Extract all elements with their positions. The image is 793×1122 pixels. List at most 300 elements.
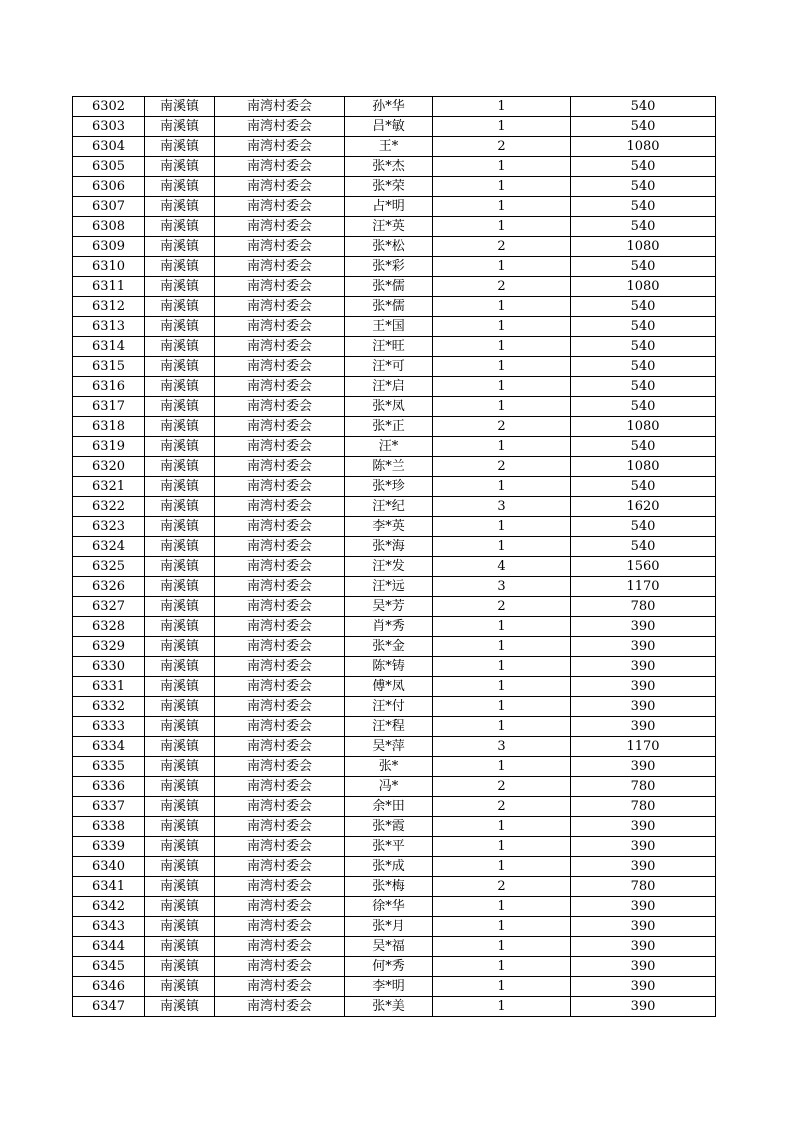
amount-cell: 540 bbox=[571, 437, 716, 457]
village-committee-cell: 南湾村委会 bbox=[215, 417, 345, 437]
amount-cell: 540 bbox=[571, 357, 716, 377]
table-row bbox=[73, 377, 716, 397]
town-cell: 南溪镇 bbox=[145, 657, 215, 677]
town-cell: 南溪镇 bbox=[145, 937, 215, 957]
table-row bbox=[73, 637, 716, 657]
village-committee-cell: 南湾村委会 bbox=[215, 137, 345, 157]
serial-number-cell: 6333 bbox=[73, 717, 145, 737]
village-committee-cell: 南湾村委会 bbox=[215, 177, 345, 197]
table-row bbox=[73, 877, 716, 897]
count-cell: 1 bbox=[433, 897, 571, 917]
count-cell: 1 bbox=[433, 117, 571, 137]
serial-number-cell: 6307 bbox=[73, 197, 145, 217]
name-cell: 占*明 bbox=[345, 197, 433, 217]
amount-cell: 390 bbox=[571, 897, 716, 917]
town-cell: 南溪镇 bbox=[145, 357, 215, 377]
serial-number-cell: 6305 bbox=[73, 157, 145, 177]
count-cell: 1 bbox=[433, 937, 571, 957]
serial-number-cell: 6334 bbox=[73, 737, 145, 757]
village-committee-cell: 南湾村委会 bbox=[215, 197, 345, 217]
name-cell: 汪*可 bbox=[345, 357, 433, 377]
village-committee-cell: 南湾村委会 bbox=[215, 537, 345, 557]
town-cell: 南溪镇 bbox=[145, 697, 215, 717]
name-cell: 吴*萍 bbox=[345, 737, 433, 757]
count-cell: 2 bbox=[433, 237, 571, 257]
serial-number-cell: 6303 bbox=[73, 117, 145, 137]
name-cell: 张*儒 bbox=[345, 277, 433, 297]
town-cell: 南溪镇 bbox=[145, 97, 215, 117]
town-cell: 南溪镇 bbox=[145, 857, 215, 877]
table-row bbox=[73, 697, 716, 717]
amount-cell: 1170 bbox=[571, 737, 716, 757]
town-cell: 南溪镇 bbox=[145, 117, 215, 137]
amount-cell: 540 bbox=[571, 257, 716, 277]
town-cell: 南溪镇 bbox=[145, 197, 215, 217]
count-cell: 1 bbox=[433, 657, 571, 677]
name-cell: 张*金 bbox=[345, 637, 433, 657]
count-cell: 1 bbox=[433, 957, 571, 977]
table-row bbox=[73, 757, 716, 777]
count-cell: 1 bbox=[433, 617, 571, 637]
name-cell: 张*儒 bbox=[345, 297, 433, 317]
town-cell: 南溪镇 bbox=[145, 417, 215, 437]
count-cell: 2 bbox=[433, 417, 571, 437]
amount-cell: 1080 bbox=[571, 417, 716, 437]
name-cell: 汪*旺 bbox=[345, 337, 433, 357]
town-cell: 南溪镇 bbox=[145, 177, 215, 197]
amount-cell: 540 bbox=[571, 297, 716, 317]
town-cell: 南溪镇 bbox=[145, 317, 215, 337]
table-row bbox=[73, 417, 716, 437]
serial-number-cell: 6341 bbox=[73, 877, 145, 897]
table-row bbox=[73, 957, 716, 977]
table-row bbox=[73, 977, 716, 997]
town-cell: 南溪镇 bbox=[145, 797, 215, 817]
table-row bbox=[73, 657, 716, 677]
town-cell: 南溪镇 bbox=[145, 717, 215, 737]
serial-number-cell: 6315 bbox=[73, 357, 145, 377]
table-row bbox=[73, 137, 716, 157]
village-committee-cell: 南湾村委会 bbox=[215, 157, 345, 177]
count-cell: 1 bbox=[433, 97, 571, 117]
town-cell: 南溪镇 bbox=[145, 437, 215, 457]
serial-number-cell: 6312 bbox=[73, 297, 145, 317]
serial-number-cell: 6328 bbox=[73, 617, 145, 637]
count-cell: 1 bbox=[433, 197, 571, 217]
town-cell: 南溪镇 bbox=[145, 577, 215, 597]
table-row bbox=[73, 157, 716, 177]
village-committee-cell: 南湾村委会 bbox=[215, 997, 345, 1017]
amount-cell: 390 bbox=[571, 957, 716, 977]
table-row bbox=[73, 397, 716, 417]
table-row bbox=[73, 857, 716, 877]
serial-number-cell: 6336 bbox=[73, 777, 145, 797]
count-cell: 1 bbox=[433, 917, 571, 937]
name-cell: 何*秀 bbox=[345, 957, 433, 977]
count-cell: 1 bbox=[433, 157, 571, 177]
amount-cell: 540 bbox=[571, 317, 716, 337]
village-committee-cell: 南湾村委会 bbox=[215, 797, 345, 817]
village-committee-cell: 南湾村委会 bbox=[215, 717, 345, 737]
village-committee-cell: 南湾村委会 bbox=[215, 737, 345, 757]
town-cell: 南溪镇 bbox=[145, 737, 215, 757]
table-row bbox=[73, 217, 716, 237]
table-row bbox=[73, 197, 716, 217]
name-cell: 李*明 bbox=[345, 977, 433, 997]
table-row bbox=[73, 997, 716, 1017]
amount-cell: 390 bbox=[571, 617, 716, 637]
amount-cell: 390 bbox=[571, 657, 716, 677]
amount-cell: 540 bbox=[571, 477, 716, 497]
table-row bbox=[73, 777, 716, 797]
village-committee-cell: 南湾村委会 bbox=[215, 777, 345, 797]
count-cell: 1 bbox=[433, 677, 571, 697]
town-cell: 南溪镇 bbox=[145, 517, 215, 537]
amount-cell: 390 bbox=[571, 697, 716, 717]
town-cell: 南溪镇 bbox=[145, 377, 215, 397]
amount-cell: 390 bbox=[571, 717, 716, 737]
count-cell: 1 bbox=[433, 997, 571, 1017]
serial-number-cell: 6310 bbox=[73, 257, 145, 277]
amount-cell: 390 bbox=[571, 757, 716, 777]
serial-number-cell: 6344 bbox=[73, 937, 145, 957]
village-committee-cell: 南湾村委会 bbox=[215, 357, 345, 377]
village-committee-cell: 南湾村委会 bbox=[215, 577, 345, 597]
village-committee-cell: 南湾村委会 bbox=[215, 477, 345, 497]
village-committee-cell: 南湾村委会 bbox=[215, 457, 345, 477]
table-row bbox=[73, 737, 716, 757]
serial-number-cell: 6304 bbox=[73, 137, 145, 157]
town-cell: 南溪镇 bbox=[145, 457, 215, 477]
count-cell: 1 bbox=[433, 977, 571, 997]
serial-number-cell: 6332 bbox=[73, 697, 145, 717]
table-row bbox=[73, 97, 716, 117]
table-row bbox=[73, 937, 716, 957]
town-cell: 南溪镇 bbox=[145, 957, 215, 977]
table-row bbox=[73, 357, 716, 377]
table-row bbox=[73, 717, 716, 737]
name-cell: 陈*兰 bbox=[345, 457, 433, 477]
table-row bbox=[73, 277, 716, 297]
count-cell: 1 bbox=[433, 337, 571, 357]
town-cell: 南溪镇 bbox=[145, 897, 215, 917]
amount-cell: 390 bbox=[571, 937, 716, 957]
table-row bbox=[73, 117, 716, 137]
table-row bbox=[73, 477, 716, 497]
table-row bbox=[73, 437, 716, 457]
town-cell: 南溪镇 bbox=[145, 277, 215, 297]
count-cell: 1 bbox=[433, 217, 571, 237]
serial-number-cell: 6339 bbox=[73, 837, 145, 857]
count-cell: 1 bbox=[433, 317, 571, 337]
town-cell: 南溪镇 bbox=[145, 637, 215, 657]
name-cell: 张*平 bbox=[345, 837, 433, 857]
name-cell: 汪*程 bbox=[345, 717, 433, 737]
village-committee-cell: 南湾村委会 bbox=[215, 517, 345, 537]
name-cell: 汪*发 bbox=[345, 557, 433, 577]
amount-cell: 540 bbox=[571, 397, 716, 417]
serial-number-cell: 6338 bbox=[73, 817, 145, 837]
amount-cell: 390 bbox=[571, 997, 716, 1017]
serial-number-cell: 6316 bbox=[73, 377, 145, 397]
name-cell: 吴*芳 bbox=[345, 597, 433, 617]
town-cell: 南溪镇 bbox=[145, 217, 215, 237]
serial-number-cell: 6319 bbox=[73, 437, 145, 457]
village-committee-cell: 南湾村委会 bbox=[215, 377, 345, 397]
table-row bbox=[73, 817, 716, 837]
name-cell: 傅*凤 bbox=[345, 677, 433, 697]
count-cell: 1 bbox=[433, 257, 571, 277]
count-cell: 1 bbox=[433, 397, 571, 417]
name-cell: 徐*华 bbox=[345, 897, 433, 917]
village-committee-cell: 南湾村委会 bbox=[215, 877, 345, 897]
serial-number-cell: 6330 bbox=[73, 657, 145, 677]
village-committee-cell: 南湾村委会 bbox=[215, 317, 345, 337]
count-cell: 1 bbox=[433, 757, 571, 777]
amount-cell: 1080 bbox=[571, 137, 716, 157]
table-row bbox=[73, 317, 716, 337]
village-committee-cell: 南湾村委会 bbox=[215, 937, 345, 957]
town-cell: 南溪镇 bbox=[145, 537, 215, 557]
serial-number-cell: 6311 bbox=[73, 277, 145, 297]
count-cell: 2 bbox=[433, 597, 571, 617]
serial-number-cell: 6337 bbox=[73, 797, 145, 817]
amount-cell: 1080 bbox=[571, 457, 716, 477]
town-cell: 南溪镇 bbox=[145, 757, 215, 777]
serial-number-cell: 6323 bbox=[73, 517, 145, 537]
count-cell: 1 bbox=[433, 857, 571, 877]
town-cell: 南溪镇 bbox=[145, 917, 215, 937]
count-cell: 1 bbox=[433, 717, 571, 737]
name-cell: 张*彩 bbox=[345, 257, 433, 277]
name-cell: 王* bbox=[345, 137, 433, 157]
amount-cell: 780 bbox=[571, 877, 716, 897]
count-cell: 1 bbox=[433, 817, 571, 837]
table-row bbox=[73, 257, 716, 277]
town-cell: 南溪镇 bbox=[145, 397, 215, 417]
town-cell: 南溪镇 bbox=[145, 997, 215, 1017]
town-cell: 南溪镇 bbox=[145, 157, 215, 177]
amount-cell: 540 bbox=[571, 177, 716, 197]
amount-cell: 390 bbox=[571, 817, 716, 837]
name-cell: 张*成 bbox=[345, 857, 433, 877]
amount-cell: 1620 bbox=[571, 497, 716, 517]
village-committee-cell: 南湾村委会 bbox=[215, 337, 345, 357]
village-committee-cell: 南湾村委会 bbox=[215, 97, 345, 117]
count-cell: 1 bbox=[433, 377, 571, 397]
town-cell: 南溪镇 bbox=[145, 497, 215, 517]
table-row bbox=[73, 797, 716, 817]
town-cell: 南溪镇 bbox=[145, 777, 215, 797]
name-cell: 吴*福 bbox=[345, 937, 433, 957]
town-cell: 南溪镇 bbox=[145, 257, 215, 277]
amount-cell: 1080 bbox=[571, 277, 716, 297]
amount-cell: 390 bbox=[571, 837, 716, 857]
table-row bbox=[73, 837, 716, 857]
village-committee-cell: 南湾村委会 bbox=[215, 617, 345, 637]
serial-number-cell: 6321 bbox=[73, 477, 145, 497]
amount-cell: 1560 bbox=[571, 557, 716, 577]
amount-cell: 390 bbox=[571, 977, 716, 997]
village-committee-cell: 南湾村委会 bbox=[215, 277, 345, 297]
amount-cell: 390 bbox=[571, 917, 716, 937]
name-cell: 王*国 bbox=[345, 317, 433, 337]
count-cell: 2 bbox=[433, 777, 571, 797]
count-cell: 1 bbox=[433, 357, 571, 377]
name-cell: 汪*纪 bbox=[345, 497, 433, 517]
town-cell: 南溪镇 bbox=[145, 817, 215, 837]
amount-cell: 390 bbox=[571, 677, 716, 697]
village-committee-cell: 南湾村委会 bbox=[215, 837, 345, 857]
table-row bbox=[73, 237, 716, 257]
count-cell: 1 bbox=[433, 297, 571, 317]
name-cell: 冯* bbox=[345, 777, 433, 797]
name-cell: 张*月 bbox=[345, 917, 433, 937]
name-cell: 张*凤 bbox=[345, 397, 433, 417]
table-row bbox=[73, 497, 716, 517]
town-cell: 南溪镇 bbox=[145, 977, 215, 997]
village-committee-cell: 南湾村委会 bbox=[215, 857, 345, 877]
serial-number-cell: 6327 bbox=[73, 597, 145, 617]
village-committee-cell: 南湾村委会 bbox=[215, 437, 345, 457]
name-cell: 余*田 bbox=[345, 797, 433, 817]
name-cell: 张*海 bbox=[345, 537, 433, 557]
table-row bbox=[73, 297, 716, 317]
table-row bbox=[73, 177, 716, 197]
village-committee-cell: 南湾村委会 bbox=[215, 657, 345, 677]
serial-number-cell: 6326 bbox=[73, 577, 145, 597]
table-row bbox=[73, 557, 716, 577]
village-committee-cell: 南湾村委会 bbox=[215, 297, 345, 317]
serial-number-cell: 6302 bbox=[73, 97, 145, 117]
count-cell: 3 bbox=[433, 577, 571, 597]
serial-number-cell: 6342 bbox=[73, 897, 145, 917]
town-cell: 南溪镇 bbox=[145, 597, 215, 617]
count-cell: 3 bbox=[433, 497, 571, 517]
name-cell: 肖*秀 bbox=[345, 617, 433, 637]
town-cell: 南溪镇 bbox=[145, 237, 215, 257]
serial-number-cell: 6313 bbox=[73, 317, 145, 337]
amount-cell: 390 bbox=[571, 637, 716, 657]
amount-cell: 780 bbox=[571, 777, 716, 797]
village-committee-cell: 南湾村委会 bbox=[215, 397, 345, 417]
village-committee-cell: 南湾村委会 bbox=[215, 817, 345, 837]
village-committee-cell: 南湾村委会 bbox=[215, 237, 345, 257]
count-cell: 1 bbox=[433, 437, 571, 457]
amount-cell: 540 bbox=[571, 197, 716, 217]
count-cell: 1 bbox=[433, 697, 571, 717]
serial-number-cell: 6322 bbox=[73, 497, 145, 517]
amount-cell: 540 bbox=[571, 537, 716, 557]
amount-cell: 780 bbox=[571, 597, 716, 617]
amount-cell: 540 bbox=[571, 337, 716, 357]
town-cell: 南溪镇 bbox=[145, 557, 215, 577]
serial-number-cell: 6345 bbox=[73, 957, 145, 977]
table-body bbox=[73, 97, 716, 1017]
amount-cell: 540 bbox=[571, 157, 716, 177]
village-committee-cell: 南湾村委会 bbox=[215, 757, 345, 777]
serial-number-cell: 6325 bbox=[73, 557, 145, 577]
village-committee-cell: 南湾村委会 bbox=[215, 497, 345, 517]
name-cell: 汪*启 bbox=[345, 377, 433, 397]
count-cell: 2 bbox=[433, 137, 571, 157]
amount-cell: 1080 bbox=[571, 237, 716, 257]
village-committee-cell: 南湾村委会 bbox=[215, 597, 345, 617]
count-cell: 4 bbox=[433, 557, 571, 577]
town-cell: 南溪镇 bbox=[145, 297, 215, 317]
count-cell: 1 bbox=[433, 637, 571, 657]
table-row bbox=[73, 617, 716, 637]
amount-cell: 540 bbox=[571, 117, 716, 137]
name-cell: 陈*铸 bbox=[345, 657, 433, 677]
village-committee-cell: 南湾村委会 bbox=[215, 957, 345, 977]
amount-cell: 540 bbox=[571, 517, 716, 537]
count-cell: 1 bbox=[433, 537, 571, 557]
table-row bbox=[73, 677, 716, 697]
serial-number-cell: 6317 bbox=[73, 397, 145, 417]
town-cell: 南溪镇 bbox=[145, 677, 215, 697]
town-cell: 南溪镇 bbox=[145, 837, 215, 857]
amount-cell: 540 bbox=[571, 217, 716, 237]
name-cell: 张*霞 bbox=[345, 817, 433, 837]
name-cell: 张*梅 bbox=[345, 877, 433, 897]
village-committee-cell: 南湾村委会 bbox=[215, 557, 345, 577]
amount-cell: 540 bbox=[571, 377, 716, 397]
town-cell: 南溪镇 bbox=[145, 137, 215, 157]
name-cell: 张*松 bbox=[345, 237, 433, 257]
table-row bbox=[73, 517, 716, 537]
village-committee-cell: 南湾村委会 bbox=[215, 897, 345, 917]
name-cell: 张*杰 bbox=[345, 157, 433, 177]
serial-number-cell: 6335 bbox=[73, 757, 145, 777]
name-cell: 孙*华 bbox=[345, 97, 433, 117]
serial-number-cell: 6340 bbox=[73, 857, 145, 877]
serial-number-cell: 6329 bbox=[73, 637, 145, 657]
village-committee-cell: 南湾村委会 bbox=[215, 257, 345, 277]
serial-number-cell: 6320 bbox=[73, 457, 145, 477]
name-cell: 吕*敏 bbox=[345, 117, 433, 137]
amount-cell: 1170 bbox=[571, 577, 716, 597]
name-cell: 张*珍 bbox=[345, 477, 433, 497]
name-cell: 张*正 bbox=[345, 417, 433, 437]
serial-number-cell: 6331 bbox=[73, 677, 145, 697]
town-cell: 南溪镇 bbox=[145, 877, 215, 897]
count-cell: 2 bbox=[433, 277, 571, 297]
serial-number-cell: 6308 bbox=[73, 217, 145, 237]
village-committee-cell: 南湾村委会 bbox=[215, 917, 345, 937]
table-row bbox=[73, 577, 716, 597]
serial-number-cell: 6309 bbox=[73, 237, 145, 257]
village-committee-cell: 南湾村委会 bbox=[215, 217, 345, 237]
town-cell: 南溪镇 bbox=[145, 337, 215, 357]
amount-cell: 390 bbox=[571, 857, 716, 877]
name-cell: 汪*付 bbox=[345, 697, 433, 717]
count-cell: 1 bbox=[433, 477, 571, 497]
table-row bbox=[73, 597, 716, 617]
table-row bbox=[73, 897, 716, 917]
village-committee-cell: 南湾村委会 bbox=[215, 637, 345, 657]
village-committee-cell: 南湾村委会 bbox=[215, 117, 345, 137]
serial-number-cell: 6318 bbox=[73, 417, 145, 437]
data-table bbox=[72, 96, 716, 1017]
village-committee-cell: 南湾村委会 bbox=[215, 977, 345, 997]
table-row bbox=[73, 457, 716, 477]
count-cell: 1 bbox=[433, 517, 571, 537]
count-cell: 2 bbox=[433, 797, 571, 817]
table-row bbox=[73, 537, 716, 557]
serial-number-cell: 6346 bbox=[73, 977, 145, 997]
village-committee-cell: 南湾村委会 bbox=[215, 677, 345, 697]
